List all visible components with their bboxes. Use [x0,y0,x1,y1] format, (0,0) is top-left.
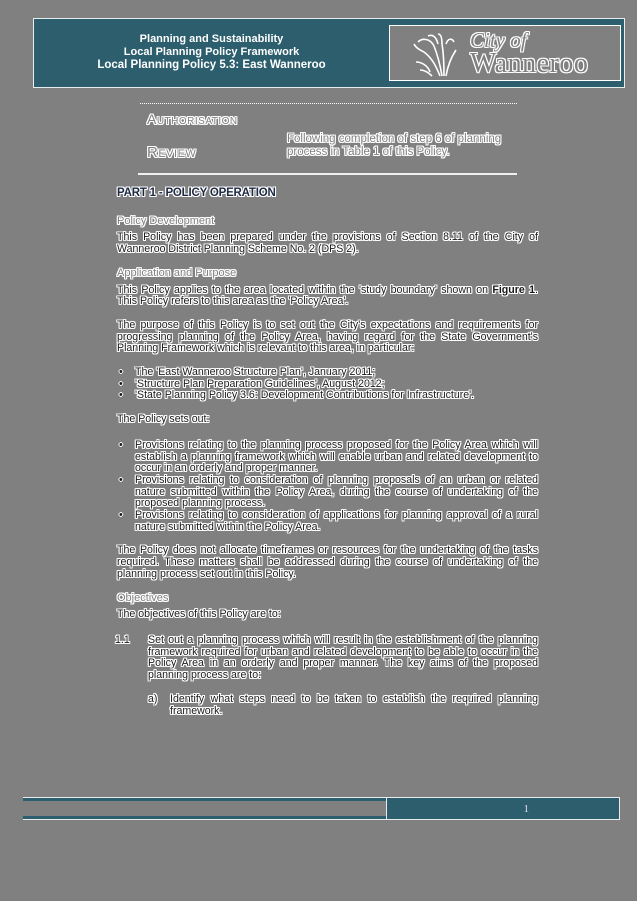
sets-out-list [117,440,538,534]
header-policy-title: Local Planning Policy 5.3: East Wanneroo [97,59,326,71]
header-department: Planning and Sustainability [139,33,284,45]
table-top-rule [140,103,517,104]
kangaroo-paw-flower-icon [410,32,460,78]
review-label: Review [147,144,197,161]
list-item: • 'Structure Plan Preparation Guidelines', August 2012; [117,379,538,391]
review-value: Following completion of step 6 of planning process in Table 1 of this Policy. [287,133,502,158]
paragraph-application [117,285,538,308]
list-item: • The 'East Wanneroo Structure Plan', January 2011; [117,367,538,379]
logo-text-city-of: City of [470,28,527,52]
paragraph-timeframes: The Policy does not allocate timeframes or resources for the undertaking of the tasks required. These matters shall be addressed during the course of undertaking of the planning process set out in this Policy. [117,544,538,580]
table-bottom-rule [138,173,517,175]
list-item: • 'State Planning Policy 3.6: Development Contributions for Infrastructure'. [117,390,538,402]
sub-item-label: a) [148,692,158,705]
paragraph-sets-out: The Policy sets out: [117,413,210,426]
authorisation-label: Authorisation [147,111,238,127]
paragraph-objectives-intro: The objectives of this Policy are to: [117,608,281,621]
logo-text-wanneroo: Wanneroo [470,48,589,79]
section-heading-application: Application and Purpose [117,266,237,279]
objective-text: Set out a planning process which will result in the establishment of the planning framework required for urban and related development to be able to occur in the Policy Area in an orderly and proper manner. The key aims of the proposed planning process are to: [148,633,538,682]
paragraph-policy-development: This Policy has been prepared under the provisions of Section 8.11 of the City of Wanneroo District Planning Scheme No. 2 (DPS 2). [117,231,538,256]
header-banner [33,18,625,88]
footer-page-box [386,797,620,820]
page-number: 1 [523,803,529,815]
header-title-block [34,33,389,72]
sub-item-text: Identify what steps need to be taken to establish the required planning framework. [170,692,538,717]
list-item: • Provisions relating to consideration of planning proposals of an urban or related nature submitted within the Policy Area, during the course of undertaking of the proposed planning process. [117,475,538,510]
section-heading-policy-development: Policy Development [117,214,215,227]
figure-reference: Figure 1 [492,283,536,296]
objective-number: 1.1 [115,633,130,646]
objective-item [117,635,538,682]
list-item: • Provisions relating to consideration of applications for planning approval of a rural nature submitted within the Policy Area. [117,510,538,533]
document-body [117,188,538,717]
paragraph-application-pre: This Policy applies to the area located within the 'study boundary' shown on [117,283,493,296]
list-item: • Provisions relating to the planning process proposed for the Policy Area which will establish a planning framework which will enable urban and related development to occur in an orderly and proper manner. [117,440,538,475]
city-logo [389,25,621,81]
footer-rule-top [23,797,386,801]
part-heading: PART 1 - POLICY OPERATION [117,187,276,199]
framework-list [117,367,538,402]
objective-sub-item [117,694,538,717]
header-framework: Local Planning Policy Framework [123,46,300,58]
paragraph-application-post: . This Policy refers to this area as the 'Policy Area'. [117,283,538,308]
section-heading-objectives: Objectives [117,591,169,604]
footer-rule-bottom [23,816,386,820]
paragraph-purpose: The purpose of this Policy is to set out the City's expectations and requirements for progressing planning of the Policy Area, having regard for the State Government's Planning Framework which is relevant to this area, in particular: [117,318,538,355]
